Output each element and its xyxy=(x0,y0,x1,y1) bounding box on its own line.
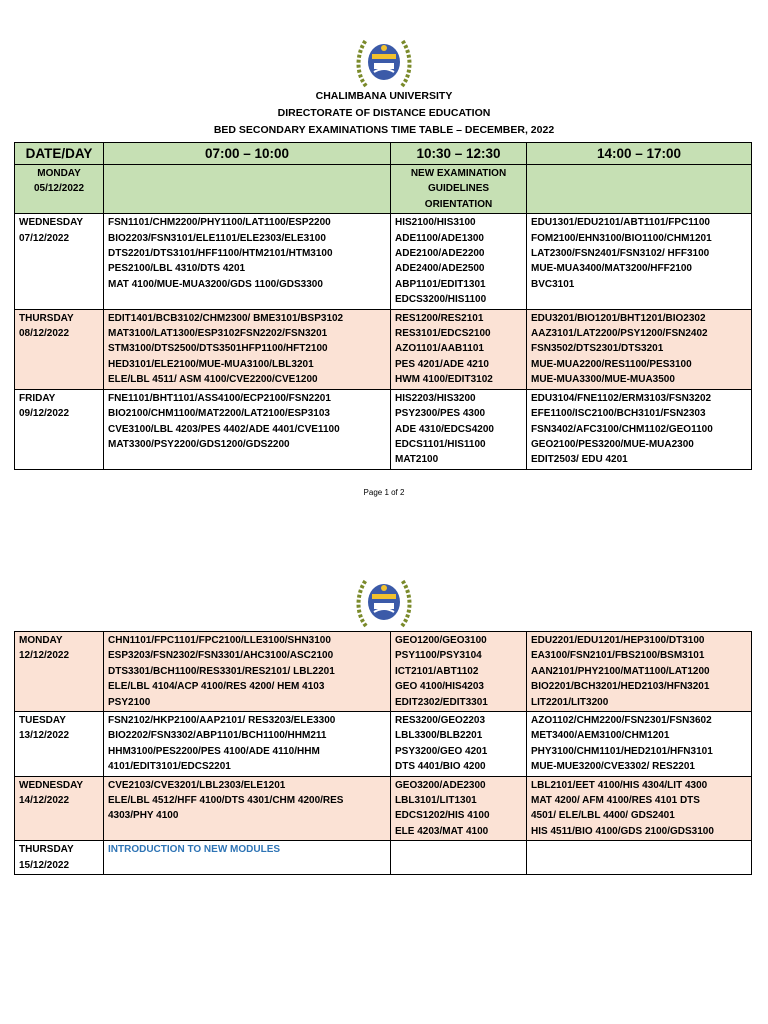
cell-line: ESP3203/FSN2302/FSN3301/AHC3100/ASC2100 xyxy=(108,650,334,662)
cell-line: AAN2101/PHY2100/MAT1100/LAT1200 xyxy=(531,665,710,677)
table-row xyxy=(15,776,752,841)
table-row xyxy=(15,389,752,469)
cell-line: MAT2100 xyxy=(395,454,439,466)
cell-line: MAT3300/PSY2200/GDS1200/GDS2200 xyxy=(108,438,290,450)
day-cell xyxy=(15,776,104,841)
cell-line: DTS2201/DTS3101/HFF1100/HTM2101/HTM3100 xyxy=(108,248,333,260)
table-row xyxy=(15,712,752,777)
university-crest-logo xyxy=(352,570,416,634)
cell-line: 08/12/2022 xyxy=(19,328,70,340)
cell-line: ELE/LBL 4511/ ASM 4100/CVE2200/CVE1200 xyxy=(108,374,318,386)
cell-line: PSY2300/PES 4300 xyxy=(395,408,486,420)
cell-line: THURSDAY xyxy=(19,844,74,856)
slot-3-cell xyxy=(527,309,752,389)
table-row xyxy=(15,632,752,712)
cell-line: 13/12/2022 xyxy=(19,730,70,742)
cell-line: THURSDAY xyxy=(19,312,74,324)
cell-line: EA3100/FSN2101/FBS2100/BSM3101 xyxy=(531,650,705,662)
slot-1-cell xyxy=(104,389,391,469)
slot-2-cell xyxy=(391,389,527,469)
cell-line: HIS2203/HIS3200 xyxy=(395,392,476,404)
cell-line: LIT2201/LIT3200 xyxy=(531,696,609,708)
slot-3-cell xyxy=(527,214,752,309)
cell-line: BIO2202/FSN3302/ABP1101/BCH1100/HHM211 xyxy=(108,730,327,742)
cell-line: DTS 4401/BIO 4200 xyxy=(395,761,486,773)
cell-line: CVE3100/LBL 4203/PES 4402/ADE 4401/CVE1100 xyxy=(108,423,340,435)
cell-line: FSN2102/HKP2100/AAP2101/ RES3203/ELE3300 xyxy=(108,715,336,727)
cell-line: PSY1100/PSY3104 xyxy=(395,650,482,662)
column-header-row xyxy=(15,143,752,165)
table-row xyxy=(15,309,752,389)
day-cell xyxy=(15,309,104,389)
cell-line: MONDAY xyxy=(19,635,63,646)
cell-line: PHY3100/CHM1101/HED2101/HFN3101 xyxy=(531,745,713,757)
cell-line: 12/12/2022 xyxy=(19,650,70,662)
cell-line: ELE/LBL 4104/ACP 4100/RES 4200/ HEM 4103 xyxy=(108,681,325,693)
cell-line: ORIENTATION xyxy=(424,198,493,210)
cell-line: MONDAY xyxy=(37,168,81,179)
cell-line: TUESDAY xyxy=(19,715,66,727)
cell-line: 4303/PHY 4100 xyxy=(108,810,179,822)
slot-2-cell xyxy=(391,165,527,214)
slot-2-cell xyxy=(391,214,527,309)
cell-line: EFE1100/ISC2100/BCH3101/FSN2303 xyxy=(531,408,706,420)
cell-line: HWM 4100/EDIT3102 xyxy=(395,374,493,386)
timetable-title: BED SECONDARY EXAMINATIONS TIME TABLE – DECEMBER, 2022 xyxy=(213,124,555,136)
cell-line: BIO2203/FSN3101/ELE1101/ELE2303/ELE3100 xyxy=(108,232,326,244)
slot-2-cell xyxy=(391,309,527,389)
cell-line: 05/12/2022 xyxy=(33,183,85,195)
cell-line: ADE2400/ADE2500 xyxy=(395,263,485,275)
slot-1-cell xyxy=(104,214,391,309)
slot-1-cell xyxy=(104,309,391,389)
slot-1-cell xyxy=(104,165,391,214)
slot-3-cell xyxy=(527,632,752,712)
cell-line: LAT2300/FSN2401/FSN3102/ HFF3100 xyxy=(531,248,710,260)
cell-line: EDCS3200/HIS1100 xyxy=(395,294,487,306)
cell-line: EDU3104/FNE1102/ERM3103/FSN3202 xyxy=(531,392,712,404)
slot-2-cell xyxy=(391,841,527,875)
day-cell xyxy=(15,165,104,214)
cell-line: FOM2100/EHN3100/BIO1100/CHM1201 xyxy=(531,232,712,244)
document-header xyxy=(0,88,768,139)
timetable-page1 xyxy=(14,142,752,470)
cell-line: LBL3101/LIT1301 xyxy=(395,795,477,807)
day-cell xyxy=(15,712,104,777)
cell-line: EDIT2503/ EDU 4201 xyxy=(531,454,628,466)
cell-line: MET3400/AEM3100/CHM1201 xyxy=(531,730,670,742)
cell-line: 14/12/2022 xyxy=(19,795,70,807)
page-number: Page 1 of 2 xyxy=(363,488,405,497)
cell-line: GEO2100/PES3200/MUE-MUA2300 xyxy=(531,438,694,450)
cell-line: RES1200/RES2101 xyxy=(395,312,484,324)
cell-line: EDU1301/EDU2101/ABT1101/FPC1100 xyxy=(531,217,710,229)
cell-line: GUIDELINES xyxy=(427,183,490,195)
cell-line: PES2100/LBL 4310/DTS 4201 xyxy=(108,263,246,275)
cell-line: 4101/EDIT3101/EDCS2201 xyxy=(108,761,231,773)
cell-line: MUE-MUE3200/CVE3302/ RES2201 xyxy=(531,761,695,773)
cell-line: FSN1101/CHM2200/PHY1100/LAT1100/ESP2200 xyxy=(108,217,331,229)
day-cell xyxy=(15,632,104,712)
cell-line: ABP1101/EDIT1301 xyxy=(395,278,486,290)
cell-line: MUE-MUA3300/MUE-MUA3500 xyxy=(531,374,675,386)
cell-line: EDIT2302/EDIT3301 xyxy=(395,696,488,708)
cell-line: LBL3300/BLB2201 xyxy=(395,730,483,742)
cell-line: PSY3200/GEO 4201 xyxy=(395,745,488,757)
cell-line: PES 4201/ADE 4210 xyxy=(395,358,489,370)
cell-line: WEDNESDAY xyxy=(19,779,84,791)
col-slot-2: 10:30 – 12:30 xyxy=(391,143,527,165)
table-row xyxy=(15,214,752,309)
cell-line: GEO3200/ADE2300 xyxy=(395,779,486,791)
slot-1-cell xyxy=(104,841,391,875)
table-row xyxy=(15,841,752,875)
cell-line: BIO2100/CHM1100/MAT2200/LAT2100/ESP3103 xyxy=(108,408,330,420)
cell-line: EDU2201/EDU1201/HEP3100/DT3100 xyxy=(531,635,705,646)
directorate-name: DIRECTORATE OF DISTANCE EDUCATION xyxy=(277,107,491,119)
cell-line: MUE-MUA3400/MAT3200/HFF2100 xyxy=(531,263,692,275)
cell-line: 15/12/2022 xyxy=(19,859,70,871)
university-name: CHALIMBANA UNIVERSITY xyxy=(315,90,453,102)
introduction-link: INTRODUCTION TO NEW MODULES xyxy=(108,844,281,856)
cell-line: ELE/LBL 4512/HFF 4100/DTS 4301/CHM 4200/RES xyxy=(108,795,344,807)
cell-line: MAT 4100/MUE-MUA3200/GDS 1100/GDS3300 xyxy=(108,278,323,290)
cell-line: 09/12/2022 xyxy=(19,408,70,420)
cell-line: BIO2201/BCH3201/HED2103/HFN3201 xyxy=(531,681,710,693)
slot-3-cell xyxy=(527,841,752,875)
cell-line: LBL2101/EET 4100/HIS 4304/LIT 4300 xyxy=(531,779,708,791)
slot-1-cell xyxy=(104,712,391,777)
cell-line: RES3200/GEO2203 xyxy=(395,715,486,727)
cell-line: CVE2103/CVE3201/LBL2303/ELE1201 xyxy=(108,779,286,791)
slot-2-cell xyxy=(391,712,527,777)
cell-line: AAZ3101/LAT2200/PSY1200/FSN2402 xyxy=(531,328,708,340)
cell-line: GEO1200/GEO3100 xyxy=(395,635,487,646)
cell-line: GEO 4100/HIS4203 xyxy=(395,681,484,693)
cell-line: HIS 4511/BIO 4100/GDS 2100/GDS3100 xyxy=(531,825,714,837)
cell-line: CHN1101/FPC1101/FPC2100/LLE3100/SHN3100 xyxy=(108,635,331,646)
cell-line: MUE-MUA2200/RES1100/PES3100 xyxy=(531,358,692,370)
cell-line: HHM3100/PES2200/PES 4100/ADE 4110/HHM xyxy=(108,745,320,757)
cell-line: HED3101/ELE2100/MUE-MUA3100/LBL3201 xyxy=(108,358,314,370)
cell-line: ICT2101/ABT1102 xyxy=(395,665,479,677)
cell-line: EDIT1401/BCB3102/CHM2300/ BME3101/BSP3102 xyxy=(108,312,344,324)
cell-line: FSN3502/DTS2301/DTS3201 xyxy=(531,343,664,355)
cell-line: FNE1101/BHT1101/ASS4100/ECP2100/FSN2201 xyxy=(108,392,331,404)
cell-line: PSY2100 xyxy=(108,696,151,708)
cell-line: AZO1102/CHM2200/FSN2301/FSN3602 xyxy=(531,715,712,727)
table-row xyxy=(15,165,752,214)
cell-line: RES3101/EDCS2100 xyxy=(395,328,491,340)
slot-2-cell xyxy=(391,776,527,841)
slot-1-cell xyxy=(104,632,391,712)
cell-line: BVC3101 xyxy=(531,278,575,290)
cell-line: HIS2100/HIS3100 xyxy=(395,217,476,229)
cell-line: NEW EXAMINATION xyxy=(410,168,507,179)
cell-line: ADE 4310/EDCS4200 xyxy=(395,423,494,435)
slot-3-cell xyxy=(527,776,752,841)
col-slot-1: 07:00 – 10:00 xyxy=(104,143,391,165)
cell-line: EDCS1101/HIS1100 xyxy=(395,438,486,450)
cell-line: EDU3201/BIO1201/BHT1201/BIO2302 xyxy=(531,312,706,324)
day-cell xyxy=(15,841,104,875)
university-crest-logo xyxy=(352,30,416,94)
slot-3-cell xyxy=(527,389,752,469)
cell-line: 4501/ ELE/LBL 4400/ GDS2401 xyxy=(531,810,675,822)
cell-line: ADE1100/ADE1300 xyxy=(395,232,484,244)
day-cell xyxy=(15,214,104,309)
cell-line: ADE2100/ADE2200 xyxy=(395,248,485,260)
day-cell xyxy=(15,389,104,469)
cell-line: DTS3301/BCH1100/RES3301/RES2101/ LBL2201 xyxy=(108,665,335,677)
cell-line: FSN3402/AFC3100/CHM1102/GEO1100 xyxy=(531,423,713,435)
cell-line: AZO1101/AAB1101 xyxy=(395,343,484,355)
slot-3-cell xyxy=(527,165,752,214)
slot-3-cell xyxy=(527,712,752,777)
col-slot-3: 14:00 – 17:00 xyxy=(527,143,752,165)
col-date-day: DATE/DAY xyxy=(15,143,104,165)
timetable-page2 xyxy=(14,631,752,875)
cell-line: MAT3100/LAT1300/ESP3102FSN2202/FSN3201 xyxy=(108,328,328,340)
cell-line: ELE 4203/MAT 4100 xyxy=(395,825,489,837)
slot-1-cell xyxy=(104,776,391,841)
cell-line: 07/12/2022 xyxy=(19,232,70,244)
slot-2-cell xyxy=(391,632,527,712)
cell-line: STM3100/DTS2500/DTS3501HFP1100/HFT2100 xyxy=(108,343,328,355)
cell-line: FRIDAY xyxy=(19,392,56,404)
cell-line: WEDNESDAY xyxy=(19,217,84,229)
cell-line: EDCS1202/HIS 4100 xyxy=(395,810,490,822)
cell-line: MAT 4200/ AFM 4100/RES 4101 DTS xyxy=(531,795,700,807)
